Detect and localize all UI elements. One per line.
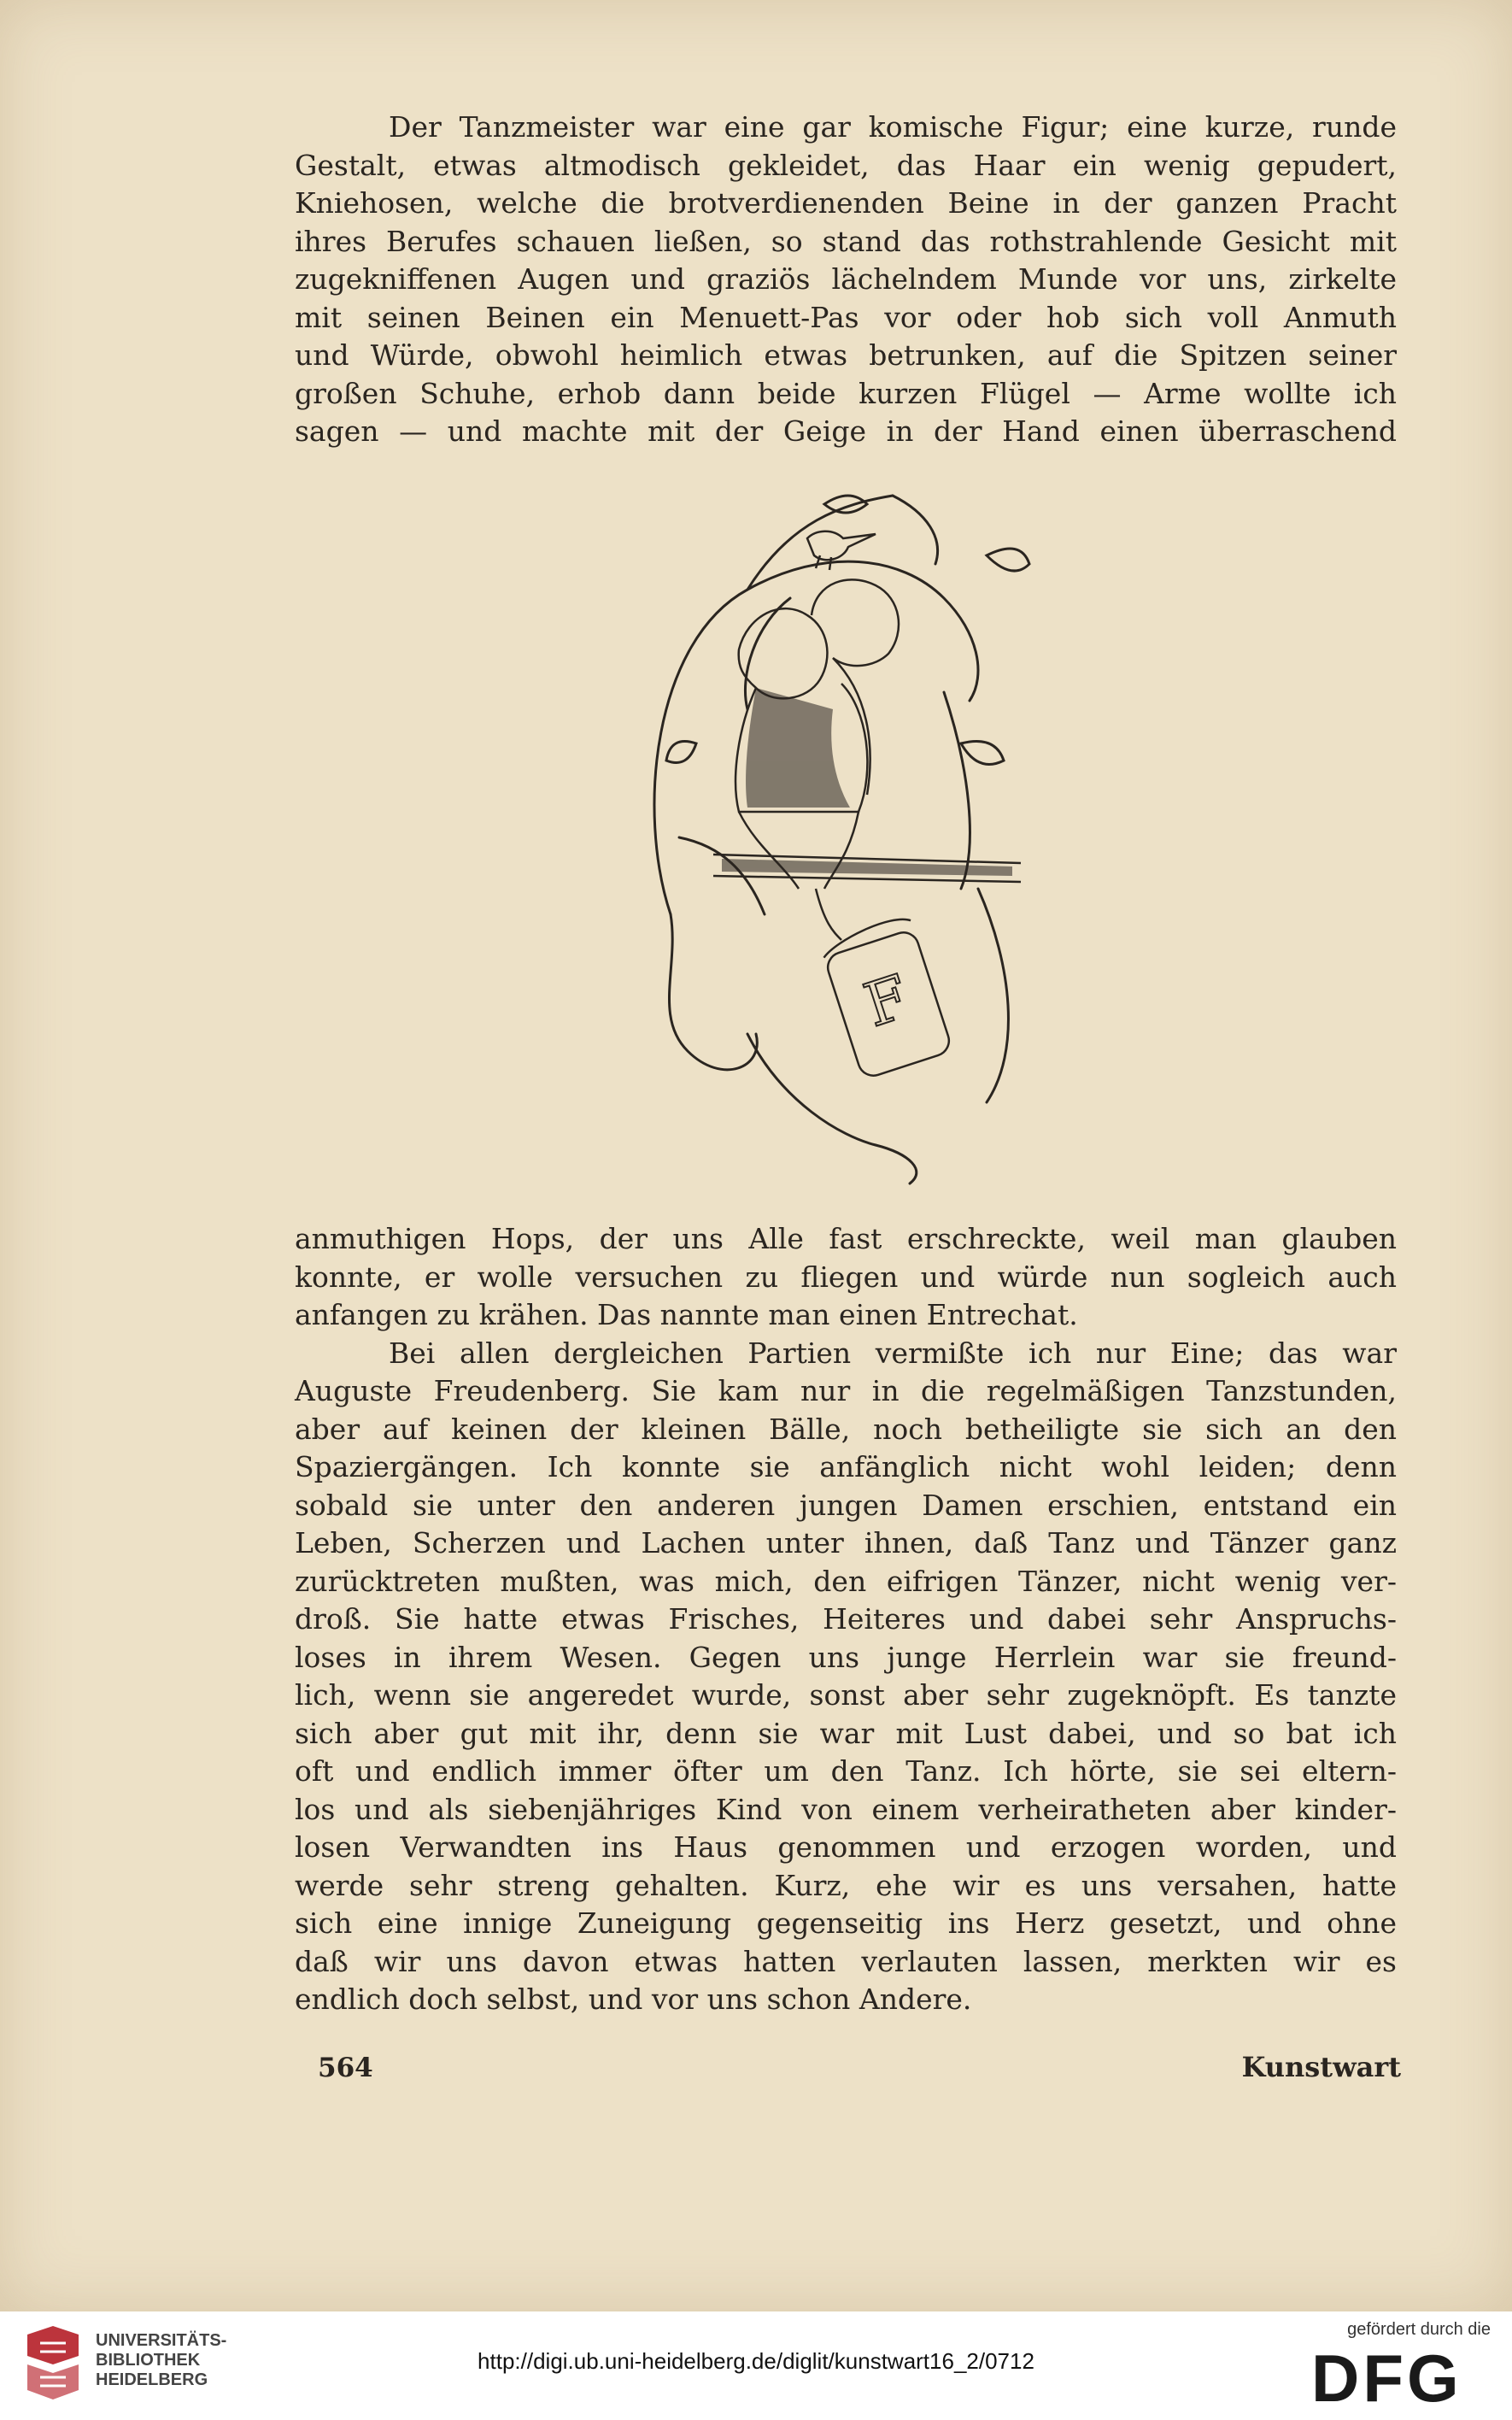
- text-line: sich aber gut mit ihr, denn sie war mit Lust dabei, und so bat ich: [295, 1716, 1397, 1750]
- text-line: droß. Sie hatte etwas Frisches, Heiteres und dabei sehr Anspruchs-: [295, 1602, 1397, 1636]
- text-line: sagen — und machte mit der Geige in der Hand einen überraschend: [295, 414, 1397, 448]
- illustration-letter: F: [856, 960, 917, 1041]
- text-line: loses in ihrem Wesen. Gegen uns junge Herrlein war sie freund-: [295, 1640, 1397, 1674]
- text-line: anmuthigen Hops, der uns Alle fast erschreckte, weil man glauben: [295, 1222, 1397, 1255]
- text-line: konnte, er wolle versuchen zu fliegen und würde nun sogleich auch: [295, 1260, 1397, 1294]
- text-line: ihres Berufes schauen ließen, so stand das rothstrahlende Gesicht mit: [295, 224, 1397, 258]
- text-line: losen Verwandten ins Haus genommen und erzogen worden, und: [295, 1830, 1397, 1864]
- text-line: zugekniffenen Augen und graziös lächelndem Munde vor uns, zirkelte: [295, 262, 1397, 296]
- text-line: Der Tanzmeister war eine gar komische Figur; eine kurze, runde: [389, 110, 1397, 144]
- university-library-name: UNIVERSITÄTS- BIBLIOTHEK HEIDELBERG: [96, 2331, 227, 2389]
- text-line: werde sehr streng gehalten. Kurz, ehe wir es uns versahen, hatte: [295, 1868, 1397, 1902]
- text-line: und Würde, obwohl heimlich etwas betrunken, auf die Spitzen seiner: [295, 338, 1397, 372]
- source-url-link[interactable]: http://digi.ub.uni-heidelberg.de/diglit/kunstwart16_2/0712: [478, 2348, 1034, 2374]
- text-line: sich eine innige Zuneigung gegenseitig ins Herz gesetzt, und ohne: [295, 1906, 1397, 1940]
- text-line: anfangen zu krähen. Das nannte man einen Entrechat.: [295, 1298, 1078, 1331]
- text-line: Bei allen dergleichen Partien vermißte ich nur Eine; das war: [389, 1336, 1397, 1370]
- university-library-logo-icon: [19, 2326, 87, 2399]
- text-line: Spaziergängen. Ich konnte sie anfänglich nicht wohl leiden; denn: [295, 1450, 1397, 1483]
- text-line: los und als siebenjähriges Kind von einem verheiratheten aber kinder-: [295, 1792, 1397, 1826]
- text-line: Leben, Scherzen und Lachen unter ihnen, daß Tanz und Tänzer ganz: [295, 1526, 1397, 1559]
- text-line: Kniehosen, welche die brotverdienenden Beine in der ganzen Pracht: [295, 186, 1397, 220]
- text-line: mit seinen Beinen ein Menuett-Pas vor oder hob sich voll Anmuth: [295, 300, 1397, 334]
- svg-text:DFG: DFG: [1311, 2348, 1462, 2406]
- text-line: großen Schuhe, erhob dann beide kurzen Flügel — Arme wollte ich: [295, 376, 1397, 410]
- page-number: 564: [318, 2053, 373, 2083]
- text-line: zurücktreten mußten, was mich, den eifrigen Tänzer, nicht wenig ver-: [295, 1564, 1397, 1598]
- text-line: oft und endlich immer öfter um den Tanz. Ich hörte, sie sei eltern-: [295, 1754, 1397, 1788]
- text-line: aber auf keinen der kleinen Bälle, noch betheiligte sie sich an den: [295, 1412, 1397, 1446]
- paragraph-2: [295, 1220, 1397, 2019]
- text-line: sobald sie unter den anderen jungen Damen erschien, entstand ein: [295, 1488, 1397, 1522]
- text-line: endlich doch selbst, und vor uns schon Andere.: [295, 1982, 972, 2016]
- text-line: daß wir uns davon etwas hatten verlauten lassen, merkten wir es: [295, 1944, 1397, 1978]
- funded-by-label: gefördert durch die: [1347, 2320, 1491, 2339]
- running-footer: Kunstwart: [1241, 2051, 1401, 2083]
- paragraph-1: [295, 109, 1397, 451]
- text-line: Auguste Freudenberg. Sie kam nur in die regelmäßigen Tanzstunden,: [295, 1374, 1397, 1407]
- text-line: Gestalt, etwas altmodisch gekleidet, das Haar ein wenig gepudert,: [295, 148, 1397, 182]
- vignette-illustration: [619, 487, 1064, 1188]
- dfg-logo-icon: [1311, 2348, 1491, 2406]
- text-line: lich, wenn sie angeredet wurde, sonst aber sehr zugeknöpft. Es tanzte: [295, 1678, 1397, 1712]
